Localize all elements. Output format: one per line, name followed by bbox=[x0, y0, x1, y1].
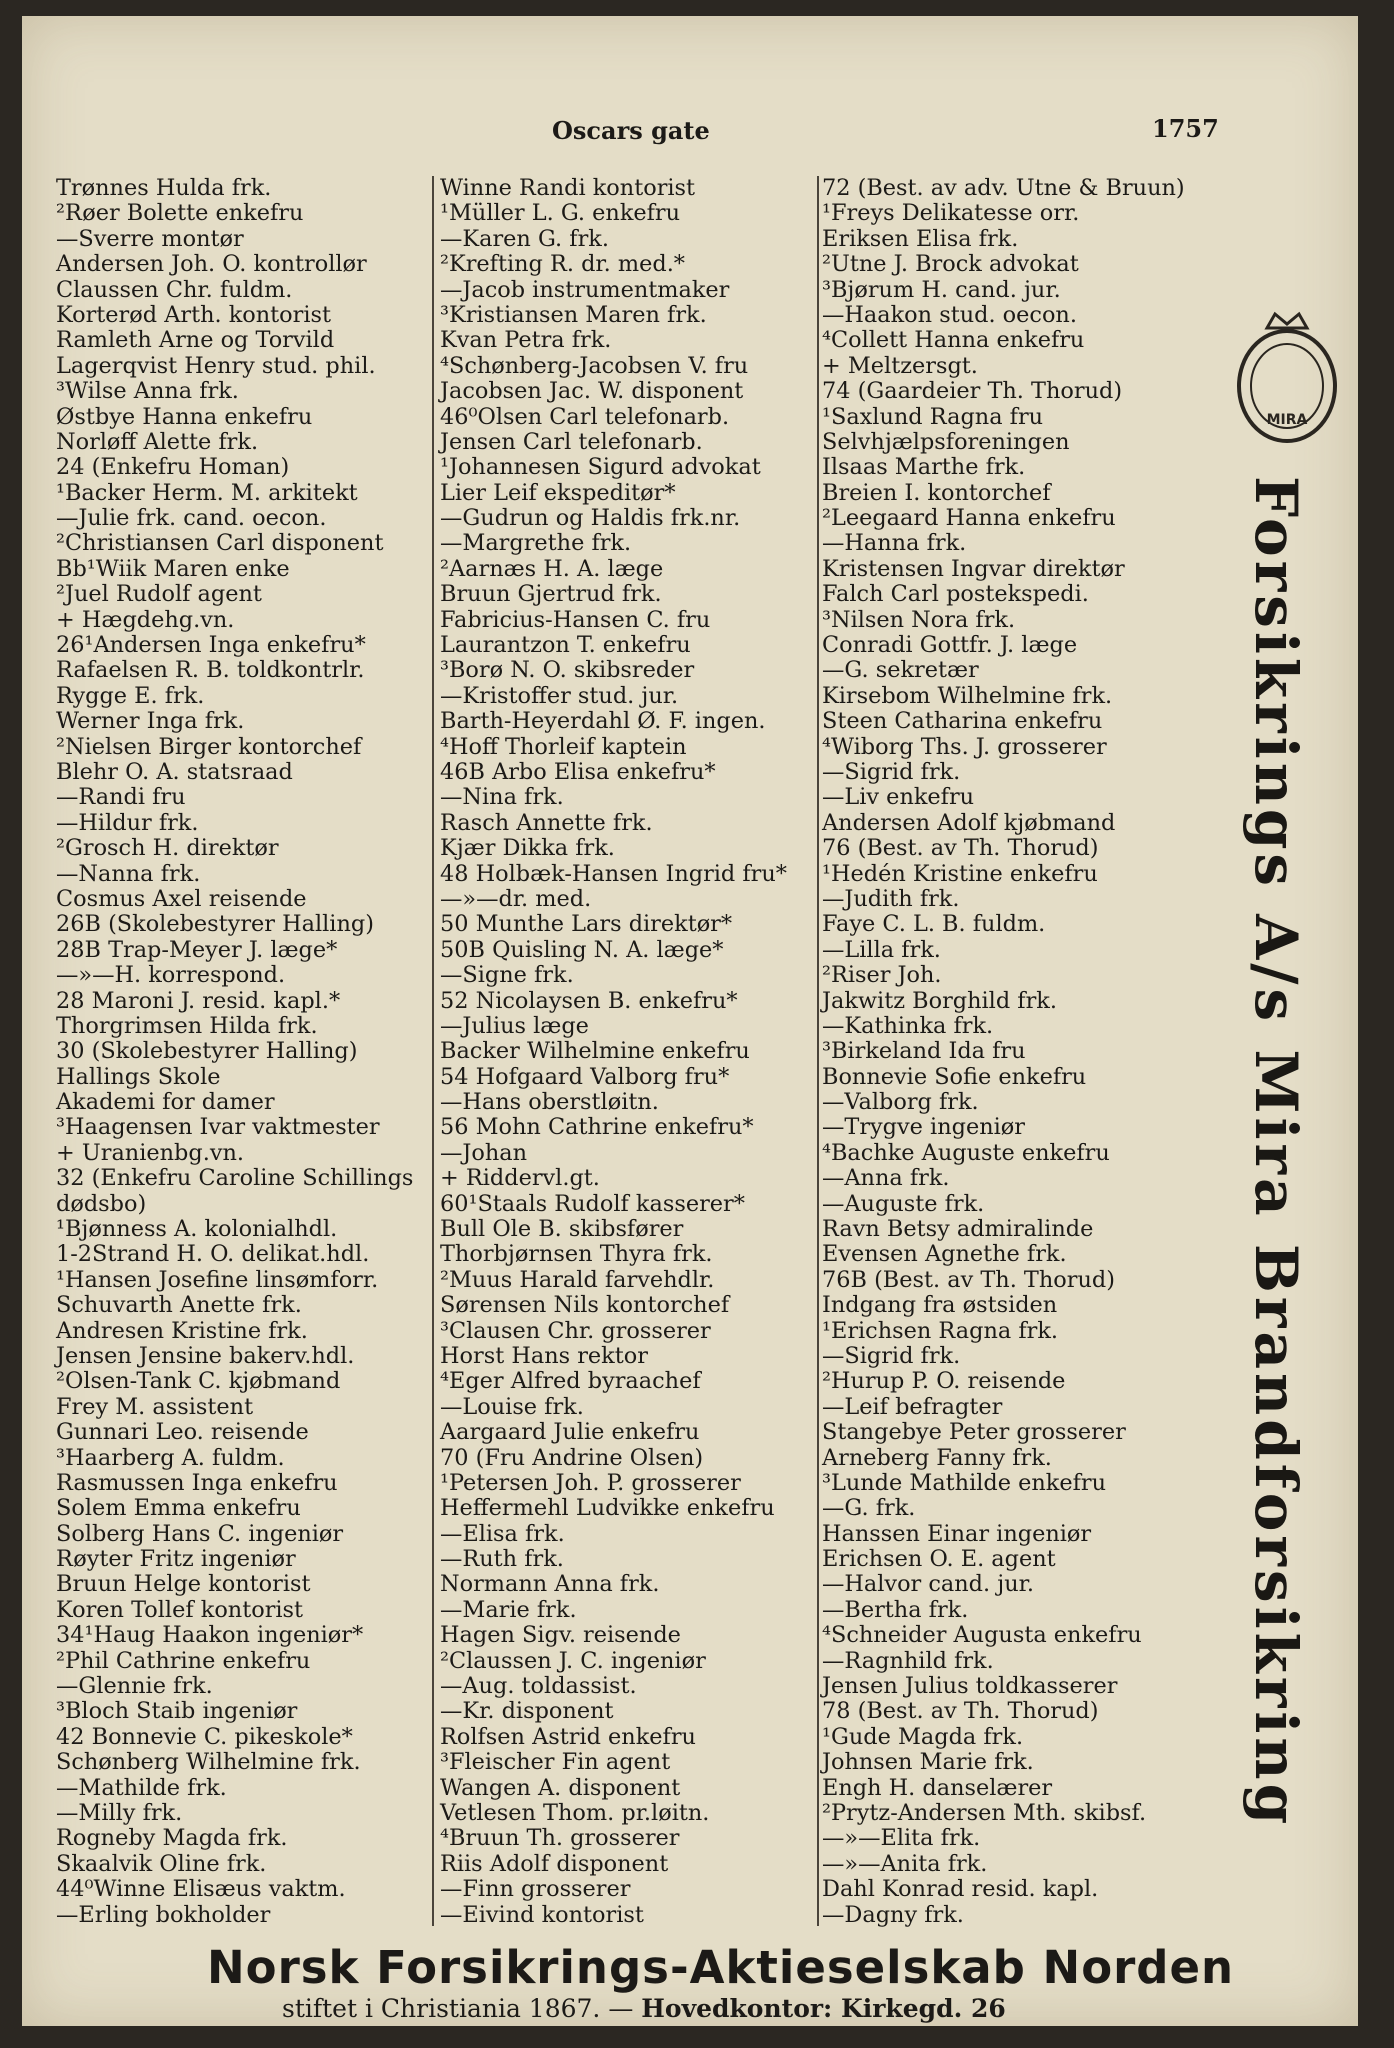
directory-entry: ³Birkeland Ida fru bbox=[822, 1038, 1026, 1065]
directory-entry: Frey M. assistent bbox=[56, 1393, 254, 1420]
directory-entry: ⁴Bachke Auguste enkefru bbox=[822, 1139, 1110, 1166]
directory-entry: Bb¹Wiik Maren enke bbox=[56, 555, 290, 582]
directory-entry: —Haakon stud. oecon. bbox=[822, 301, 1077, 328]
directory-entry: Faye C. L. B. fuldm. bbox=[822, 911, 1046, 938]
directory-entry: ²Christiansen Carl disponent bbox=[56, 530, 384, 557]
directory-entry: —Margrethe frk. bbox=[440, 530, 632, 557]
directory-entry: ²Leegaard Hanna enkefru bbox=[822, 505, 1116, 532]
directory-entry: ²Muus Harald farvehdlr. bbox=[440, 1266, 715, 1293]
directory-entry: —Jacob instrumentmaker bbox=[440, 276, 730, 303]
directory-entry: —»—dr. med. bbox=[440, 885, 592, 912]
directory-entry: —Ragnhild frk. bbox=[822, 1647, 994, 1674]
directory-entry: Kristensen Ingvar direktør bbox=[822, 555, 1125, 582]
directory-entry: 76B (Best. av Th. Thorud) bbox=[822, 1266, 1115, 1293]
footer-subline bbox=[282, 1994, 1006, 2023]
directory-entry: Bruun Helge kontorist bbox=[56, 1571, 311, 1598]
directory-entry: Evensen Agnethe frk. bbox=[822, 1241, 1067, 1268]
directory-entry: Winne Randi kontorist bbox=[440, 175, 696, 201]
directory-entry: 78 (Best. av Th. Thorud) bbox=[822, 1698, 1099, 1725]
directory-entry: Engh H. danselærer bbox=[822, 1774, 1053, 1801]
directory-entry: Bull Ole B. skibsfører bbox=[440, 1216, 684, 1243]
directory-entry: Lagerqvist Henry stud. phil. bbox=[56, 352, 376, 379]
directory-entry: ³Bjørum H. cand. jur. bbox=[822, 276, 1061, 303]
directory-entry: 42 Bonnevie C. pikeskole* bbox=[56, 1723, 353, 1750]
directory-entry: Sørensen Nils kontorchef bbox=[440, 1292, 730, 1319]
directory-entry: ⁴Hoff Thorleif kaptein bbox=[440, 733, 687, 760]
directory-entry: —»—H. korrespond. bbox=[56, 962, 286, 989]
directory-entry: 26¹Andersen Inga enkefru* bbox=[56, 632, 366, 659]
directory-entry: + Riddervl.gt. bbox=[440, 1165, 600, 1192]
directory-entry: 32 (Enkefru Caroline Schillings bbox=[56, 1165, 414, 1192]
directory-entry: + Uranienbg.vn. bbox=[56, 1139, 245, 1166]
directory-entry: —G. frk. bbox=[822, 1495, 916, 1522]
directory-entry: 72 (Best. av adv. Utne & Bruun) bbox=[822, 175, 1185, 201]
directory-entry: —Leif befragter bbox=[822, 1393, 1003, 1420]
directory-entry: ⁴Schneider Augusta enkefru bbox=[822, 1622, 1142, 1649]
directory-entry: —Nina frk. bbox=[440, 784, 564, 811]
directory-entry: Thorbjørnsen Thyra frk. bbox=[440, 1241, 713, 1268]
directory-entry: —Aug. toldassist. bbox=[440, 1673, 637, 1700]
directory-entry: ⁴Collett Hanna enkefru bbox=[822, 327, 1085, 354]
directory-entry: Aargaard Julie enkefru bbox=[440, 1419, 700, 1446]
directory-entry: —Hans oberstløitn. bbox=[440, 1089, 659, 1116]
directory-entry: —Valborg frk. bbox=[822, 1089, 979, 1116]
directory-entry: —Trygve ingeniør bbox=[822, 1114, 1025, 1141]
directory-entry: ⁴Eger Alfred byraachef bbox=[440, 1368, 701, 1395]
directory-entry: Laurantzon T. enkefru bbox=[440, 632, 691, 659]
directory-entry: ⁴Schønberg-Jacobsen V. fru bbox=[440, 352, 749, 379]
directory-entry: Ilsaas Marthe frk. bbox=[822, 454, 1026, 481]
directory-entry: Rolfsen Astrid enkefru bbox=[440, 1723, 696, 1750]
directory-entry: —Dagny frk. bbox=[822, 1901, 964, 1928]
directory-entry: —Elisa frk. bbox=[440, 1520, 565, 1547]
directory-entry: —Judith frk. bbox=[822, 885, 960, 912]
directory-entry: ²Nielsen Birger kontorchef bbox=[56, 733, 362, 760]
directory-entry: Riis Adolf disponent bbox=[440, 1850, 669, 1877]
directory-entry: Andersen Joh. O. kontrollør bbox=[56, 251, 367, 278]
directory-entry: —Finn grosserer bbox=[440, 1876, 631, 1903]
directory-entry: Thorgrimsen Hilda frk. bbox=[56, 1012, 318, 1039]
directory-entry: Breien I. kontorchef bbox=[822, 479, 1051, 506]
directory-entry: ¹Johannesen Sigurd advokat bbox=[440, 454, 761, 481]
directory-entry: 28B Trap-Meyer J. læge* bbox=[56, 936, 338, 963]
directory-entry: —Glennie frk. bbox=[56, 1673, 213, 1700]
directory-entry: 44⁰Winne Elisæus vaktm. bbox=[56, 1876, 346, 1903]
directory-entry: Barth-Heyerdahl Ø. F. ingen. bbox=[440, 708, 766, 735]
directory-entry: —G. sekretær bbox=[822, 657, 979, 684]
directory-entry: Rygge E. frk. bbox=[56, 682, 205, 709]
directory-entry: Jensen Jensine bakerv.hdl. bbox=[56, 1342, 355, 1369]
directory-entry: 48 Holbæk-Hansen Ingrid fru* bbox=[440, 860, 787, 887]
directory-entry: —Bertha frk. bbox=[822, 1596, 969, 1623]
directory-entry: —Randi fru bbox=[56, 784, 186, 811]
directory-entry: 26B (Skolebestyrer Halling) bbox=[56, 911, 374, 938]
directory-entry: Conradi Gottfr. J. læge bbox=[822, 632, 1078, 659]
directory-entry: ²Krefting R. dr. med.* bbox=[440, 251, 686, 278]
directory-entry: Schuvarth Anette frk. bbox=[56, 1292, 302, 1319]
directory-entry: —Halvor cand. jur. bbox=[822, 1571, 1034, 1598]
directory-entry: ³Nilsen Nora frk. bbox=[822, 606, 1016, 633]
footer-founded: stiftet i Christiania 1867. — bbox=[282, 1994, 634, 2023]
directory-entry: Hanssen Einar ingeniør bbox=[822, 1520, 1092, 1547]
directory-entry: —Auguste frk. bbox=[822, 1190, 985, 1217]
directory-entry: Steen Catharina enkefru bbox=[822, 708, 1103, 735]
directory-entry: —Johan bbox=[440, 1139, 528, 1166]
directory-entry: —Anna frk. bbox=[822, 1165, 950, 1192]
directory-entry: Andersen Adolf kjøbmand bbox=[822, 809, 1116, 836]
directory-entry: 24 (Enkefru Homan) bbox=[56, 454, 290, 481]
directory-entry: Werner Inga frk. bbox=[56, 708, 245, 735]
directory-entry: —Milly frk. bbox=[56, 1800, 183, 1826]
page-number: 1757 bbox=[1152, 114, 1219, 143]
directory-entry: Heffermehl Ludvikke enkefru bbox=[440, 1495, 775, 1522]
directory-entry: Schønberg Wilhelmine frk. bbox=[56, 1749, 361, 1776]
directory-entry: —Signe frk. bbox=[440, 962, 574, 989]
directory-entry: —Nanna frk. bbox=[56, 860, 201, 887]
directory-entry: 52 Nicolaysen B. enkefru* bbox=[440, 987, 738, 1014]
directory-entry: Arneberg Fanny frk. bbox=[822, 1444, 1052, 1471]
directory-entry: ³Lunde Mathilde enkefru bbox=[822, 1469, 1107, 1496]
directory-entry: —Gudrun og Haldis frk.nr. bbox=[440, 505, 741, 532]
directory-entry: Koren Tollef kontorist bbox=[56, 1596, 304, 1623]
directory-entry: Claussen Chr. fuldm. bbox=[56, 276, 293, 303]
directory-entry: Solberg Hans C. ingeniør bbox=[56, 1520, 344, 1547]
directory-entry: Selvhjælpsforeningen bbox=[822, 428, 1070, 455]
directory-entry: —Marie frk. bbox=[440, 1596, 577, 1623]
directory-entry: —Erling bokholder bbox=[56, 1901, 271, 1928]
directory-entry: —Kathinka frk. bbox=[822, 1012, 994, 1039]
directory-entry: Cosmus Axel reisende bbox=[56, 885, 307, 912]
directory-entry: Norløff Alette frk. bbox=[56, 428, 259, 455]
directory-entry: ²Aarnæs H. A. læge bbox=[440, 555, 664, 582]
directory-entry: ¹Saxlund Ragna fru bbox=[822, 403, 1044, 430]
directory-entry: 34¹Haug Haakon ingeniør* bbox=[56, 1622, 364, 1649]
directory-entry: 46⁰Olsen Carl telefonarb. bbox=[440, 403, 730, 430]
directory-entry: —Sverre montør bbox=[56, 225, 244, 252]
directory-entry: ²Riser Joh. bbox=[822, 962, 942, 989]
directory-entry: —»—Elita frk. bbox=[822, 1825, 981, 1852]
directory-entry: Jacobsen Jac. W. disponent bbox=[440, 378, 744, 405]
directory-entry: Fabricius-Hansen C. fru bbox=[440, 606, 711, 633]
directory-entry: —Karen G. frk. bbox=[440, 225, 609, 252]
directory-entry: Eriksen Elisa frk. bbox=[822, 225, 1019, 252]
directory-entry: ²Olsen-Tank C. kjøbmand bbox=[56, 1368, 341, 1395]
directory-entry: 56 Mohn Cathrine enkefru* bbox=[440, 1114, 754, 1141]
directory-entry: Østbye Hanna enkefru bbox=[56, 403, 313, 430]
directory-entry: 50B Quisling N. A. læge* bbox=[440, 936, 724, 963]
directory-entry: Rasch Annette frk. bbox=[440, 809, 653, 836]
directory-entry: 50 Munthe Lars direktør* bbox=[440, 911, 733, 938]
directory-entry: Bruun Gjertrud frk. bbox=[440, 581, 662, 608]
directory-entry: 1-2Strand H. O. delikat.hdl. bbox=[56, 1241, 370, 1268]
footer-company-name: Norsk Forsikrings-Aktieselskab Norden bbox=[207, 1941, 1235, 1994]
directory-entry: Vetlesen Thom. pr.løitn. bbox=[440, 1800, 710, 1826]
directory-entry: Kjær Dikka frk. bbox=[440, 835, 615, 862]
directory-entry: 76 (Best. av Th. Thorud) bbox=[822, 835, 1099, 862]
directory-entry: 54 Hofgaard Valborg fru* bbox=[440, 1063, 730, 1090]
directory-entry: —Hildur frk. bbox=[56, 809, 199, 836]
directory-entry: 30 (Skolebestyrer Halling) bbox=[56, 1038, 358, 1065]
side-advertisement: Forsikrings A/s Mira Brandforsikring bbox=[1242, 476, 1310, 1829]
directory-entry: 70 (Fru Andrine Olsen) bbox=[440, 1444, 704, 1471]
directory-entry: ¹Backer Herm. M. arkitekt bbox=[56, 479, 358, 506]
directory-entry: Skaalvik Oline frk. bbox=[56, 1850, 267, 1877]
directory-entry: Ravn Betsy admiralinde bbox=[822, 1216, 1094, 1243]
directory-entry: Jakwitz Borghild frk. bbox=[822, 987, 1057, 1014]
directory-entry: —Hanna frk. bbox=[822, 530, 967, 557]
directory-entry: Dahl Konrad resid. kapl. bbox=[822, 1876, 1099, 1903]
directory-entry: Jensen Julius toldkasserer bbox=[822, 1673, 1118, 1700]
directory-entry: ³Wilse Anna frk. bbox=[56, 378, 239, 405]
directory-entry: —Eivind kontorist bbox=[440, 1901, 644, 1928]
directory-entry: —Mathilde frk. bbox=[56, 1774, 227, 1801]
directory-entry: ²Utne J. Brock advokat bbox=[822, 251, 1079, 278]
directory-entry: + Hægdehg.vn. bbox=[56, 606, 235, 633]
directory-entry: Kirsebom Wilhelmine frk. bbox=[822, 682, 1113, 709]
directory-entry: Kvan Petra frk. bbox=[440, 327, 612, 354]
directory-entry: ⁴Wiborg Ths. J. grosserer bbox=[822, 733, 1107, 760]
directory-entry: 46B Arbo Elisa enkefru* bbox=[440, 758, 716, 785]
directory-entry: —Ruth frk. bbox=[440, 1546, 564, 1573]
directory-entry: Bonnevie Sofie enkefru bbox=[822, 1063, 1087, 1090]
directory-entry: Rogneby Magda frk. bbox=[56, 1825, 288, 1852]
emblem-label: MIRA bbox=[1266, 412, 1308, 428]
directory-entry: Rafaelsen R. B. toldkontrlr. bbox=[56, 657, 365, 684]
directory-entry: ³Haarberg A. fuldm. bbox=[56, 1444, 285, 1471]
directory-entry: ²Grosch H. direktør bbox=[56, 835, 279, 862]
directory-entry: Johnsen Marie frk. bbox=[822, 1749, 1034, 1776]
mira-emblem-icon bbox=[1227, 306, 1347, 446]
directory-entry: + Meltzersgt. bbox=[822, 352, 978, 379]
directory-entry: ¹Gude Magda frk. bbox=[822, 1723, 1024, 1750]
directory-entry: ²Røer Bolette enkefru bbox=[56, 200, 304, 227]
directory-entry: 60¹Staals Rudolf kasserer* bbox=[440, 1190, 745, 1217]
directory-entry: —Julius læge bbox=[440, 1012, 589, 1039]
directory-page bbox=[22, 16, 1358, 2026]
directory-entry: Røyter Fritz ingeniør bbox=[56, 1546, 296, 1573]
directory-entry: Erichsen O. E. agent bbox=[822, 1546, 1056, 1573]
directory-entry: ²Phil Cathrine enkefru bbox=[56, 1647, 311, 1674]
directory-entry: —Kristoffer stud. jur. bbox=[440, 682, 679, 709]
directory-entry: ³Clausen Chr. grosserer bbox=[440, 1317, 711, 1344]
directory-entry: —Louise frk. bbox=[440, 1393, 584, 1420]
directory-entry: Stangebye Peter grosserer bbox=[822, 1419, 1126, 1446]
directory-entry: ¹Freys Delikatesse orr. bbox=[822, 200, 1080, 227]
directory-column-2 bbox=[440, 176, 860, 1928]
directory-entry: Horst Hans rektor bbox=[440, 1342, 648, 1369]
directory-entry: ²Juel Rudolf agent bbox=[56, 581, 262, 608]
directory-entry: Gunnari Leo. reisende bbox=[56, 1419, 309, 1446]
directory-entry: —Julie frk. cand. oecon. bbox=[56, 505, 327, 532]
directory-entry: ¹Hansen Josefine linsømforr. bbox=[56, 1266, 379, 1293]
directory-entry: ³Bloch Staib ingeniør bbox=[56, 1698, 298, 1725]
directory-entry: Rasmussen Inga enkefru bbox=[56, 1469, 338, 1496]
directory-entry: —»—Anita frk. bbox=[822, 1850, 988, 1877]
directory-entry: dødsbo) bbox=[56, 1190, 147, 1217]
footer-office: Hovedkontor: Kirkegd. 26 bbox=[641, 1994, 1006, 2023]
directory-entry: Andresen Kristine frk. bbox=[56, 1317, 308, 1344]
directory-entry: Lier Leif ekspeditør* bbox=[440, 479, 676, 506]
directory-entry: 28 Maroni J. resid. kapl.* bbox=[56, 987, 341, 1014]
directory-entry: ³Haagensen Ivar vaktmester bbox=[56, 1114, 380, 1141]
directory-entry: Hallings Skole bbox=[56, 1063, 221, 1090]
directory-entry: Falch Carl postekspedi. bbox=[822, 581, 1089, 608]
directory-entry: —Kr. disponent bbox=[440, 1698, 614, 1725]
directory-entry: Jensen Carl telefonarb. bbox=[440, 428, 703, 455]
directory-entry: Akademi for damer bbox=[56, 1089, 275, 1116]
directory-entry: Trønnes Hulda frk. bbox=[56, 175, 272, 201]
directory-entry: —Sigrid frk. bbox=[822, 758, 961, 785]
directory-entry: ¹Müller L. G. enkefru bbox=[440, 200, 681, 227]
directory-entry: Backer Wilhelmine enkefru bbox=[440, 1038, 750, 1065]
directory-entry: Indgang fra østsiden bbox=[822, 1292, 1058, 1319]
directory-entry: —Sigrid frk. bbox=[822, 1342, 961, 1369]
directory-entry: ²Claussen J. C. ingeniør bbox=[440, 1647, 706, 1674]
directory-entry: ⁴Bruun Th. grosserer bbox=[440, 1825, 680, 1852]
directory-entry: ³Fleischer Fin agent bbox=[440, 1749, 671, 1776]
directory-entry: 74 (Gaardeier Th. Thorud) bbox=[822, 378, 1123, 405]
directory-entry: Solem Emma enkefru bbox=[56, 1495, 301, 1522]
directory-column-3 bbox=[822, 176, 1262, 1928]
directory-entry: Normann Anna frk. bbox=[440, 1571, 660, 1598]
directory-entry: ³Borø N. O. skibsreder bbox=[440, 657, 695, 684]
directory-entry: Blehr O. A. statsraad bbox=[56, 758, 293, 785]
directory-entry: Ramleth Arne og Torvild bbox=[56, 327, 335, 354]
directory-entry: ¹Hedén Kristine enkefru bbox=[822, 860, 1098, 887]
directory-column-1 bbox=[56, 176, 456, 1928]
page-title: Oscars gate bbox=[552, 116, 710, 145]
directory-entry: —Lilla frk. bbox=[822, 936, 941, 963]
directory-entry: —Liv enkefru bbox=[822, 784, 975, 811]
directory-entry: ³Kristiansen Maren frk. bbox=[440, 301, 707, 328]
directory-entry: ¹Petersen Joh. P. grosserer bbox=[440, 1469, 741, 1496]
directory-entry: ²Prytz-Andersen Mth. skibsf. bbox=[822, 1800, 1147, 1826]
directory-entry: ¹Bjønness A. kolonialhdl. bbox=[56, 1216, 338, 1243]
directory-entry: ²Hurup P. O. reisende bbox=[822, 1368, 1066, 1395]
directory-entry: Hagen Sigv. reisende bbox=[440, 1622, 681, 1649]
directory-entry: Korterød Arth. kontorist bbox=[56, 301, 332, 328]
directory-entry: Wangen A. disponent bbox=[440, 1774, 681, 1801]
directory-entry: ¹Erichsen Ragna frk. bbox=[822, 1317, 1059, 1344]
